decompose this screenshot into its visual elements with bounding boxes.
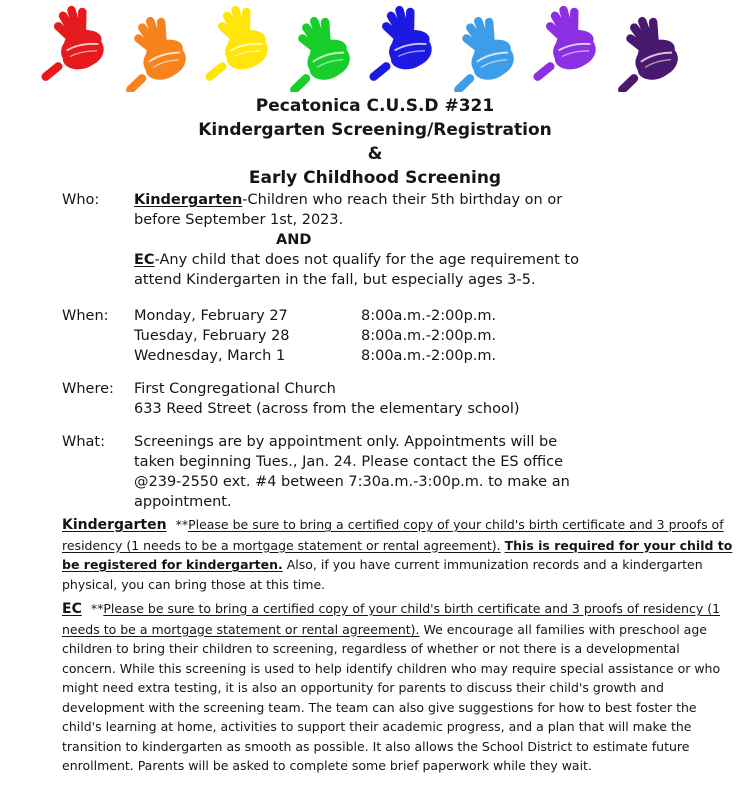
section-what <box>62 432 700 512</box>
where-label: Where: <box>62 381 114 397</box>
where-content <box>134 379 700 419</box>
ec-note-heading: EC <box>62 601 82 617</box>
who-kindergarten-term: Kindergarten <box>134 192 243 208</box>
handprint-red <box>30 1 108 83</box>
when-date: Wednesday, March 1 <box>134 348 286 364</box>
when-row <box>134 326 700 346</box>
handprint-green <box>273 10 356 92</box>
when-label: When: <box>62 308 109 324</box>
handprint-orange <box>109 10 192 92</box>
section-who <box>62 190 700 290</box>
handprint-dark-purple <box>601 10 684 92</box>
title-district: Pecatonica C.U.S.D #321 <box>255 96 495 116</box>
ec-note-underlined: Please be sure to bring a certified copy of your child's birth certificate and 3 proofs of residency (1 needs to be a mortgage statement or rental agreement). <box>62 601 721 637</box>
who-kindergarten-text: -Children who reach their 5th birthday on or before September 1st, 2023. <box>134 192 563 228</box>
title-screening: Kindergarten Screening/Registration <box>198 120 552 140</box>
who-ec-line <box>134 250 604 290</box>
handprints-banner-svg <box>25 0 725 92</box>
when-time: 8:00a.m.-2:00p.m. <box>361 328 497 344</box>
document-title <box>0 94 750 190</box>
handprints-banner <box>25 0 725 92</box>
title-ampersand: & <box>367 144 383 164</box>
kindergarten-note-heading: Kindergarten <box>62 517 167 533</box>
who-kindergarten-line <box>134 190 604 230</box>
kindergarten-note-rest: Also, if you have current immunization records and a kindergarten physical, you can bring those at this time. <box>62 557 703 592</box>
handprint-blue <box>358 1 436 83</box>
when-row <box>134 306 700 326</box>
handprint-yellow <box>194 1 272 83</box>
ec-note <box>62 599 736 776</box>
ec-note-stars: ** <box>90 601 104 616</box>
who-and: AND <box>276 232 312 248</box>
where-venue: First Congregational Church <box>134 381 336 397</box>
handprint-light-blue <box>437 10 520 92</box>
kindergarten-note-stars: ** <box>175 517 189 532</box>
section-where <box>62 379 700 419</box>
title-early-childhood: Early Childhood Screening <box>248 168 502 188</box>
when-date: Monday, February 27 <box>134 308 288 324</box>
section-when <box>62 306 700 366</box>
when-date: Tuesday, February 28 <box>134 328 290 344</box>
what-text: Screenings are by appointment only. Appointments will be taken beginning Tues., Jan. 24. Please contact the ES office @239-2550 ext. #4 between 7:30a.m.-3:00p.m. to make an appointment. <box>134 434 570 510</box>
who-ec-text: -Any child that does not qualify for the age requirement to attend Kindergarten in the fall, but especially ages 3-5. <box>134 252 579 288</box>
who-content <box>134 190 604 290</box>
who-label: Who: <box>62 192 100 208</box>
handprint-purple <box>522 1 600 83</box>
when-time: 8:00a.m.-2:00p.m. <box>361 348 497 364</box>
when-schedule <box>134 306 700 366</box>
kindergarten-note <box>62 515 736 594</box>
what-label: What: <box>62 434 105 450</box>
ec-note-rest: We encourage all families with preschool age children to bring their children to screening, regardless of whether or not there is a developmental concern. While this screening is used to help identify children who may require special assistance or who might need extra testing, it is also an opportunity for parents to discuss their child's growth and development with the screening team. The team can also give suggestions for how to best foster the child's learning at home, activities to support their academic progress, and a plan that will make the transition to kindergarten as smooth as possible. It also allows the School District to estimate future enrollment. Parents will be asked to complete some brief paperwork while they wait. <box>62 621 721 773</box>
where-address: 633 Reed Street (across from the elementary school) <box>134 401 520 417</box>
kindergarten-note-underlined: Please be sure to bring a certified copy of your child's birth certificate and 3 proofs of residency (1 needs to be a mortgage statement or rental agreement). <box>62 517 724 553</box>
kindergarten-note-bold: This is required for your child to be registered for kindergarten. <box>62 537 733 572</box>
when-row <box>134 346 700 366</box>
who-ec-term: EC <box>134 252 155 268</box>
when-time: 8:00a.m.-2:00p.m. <box>361 308 497 324</box>
